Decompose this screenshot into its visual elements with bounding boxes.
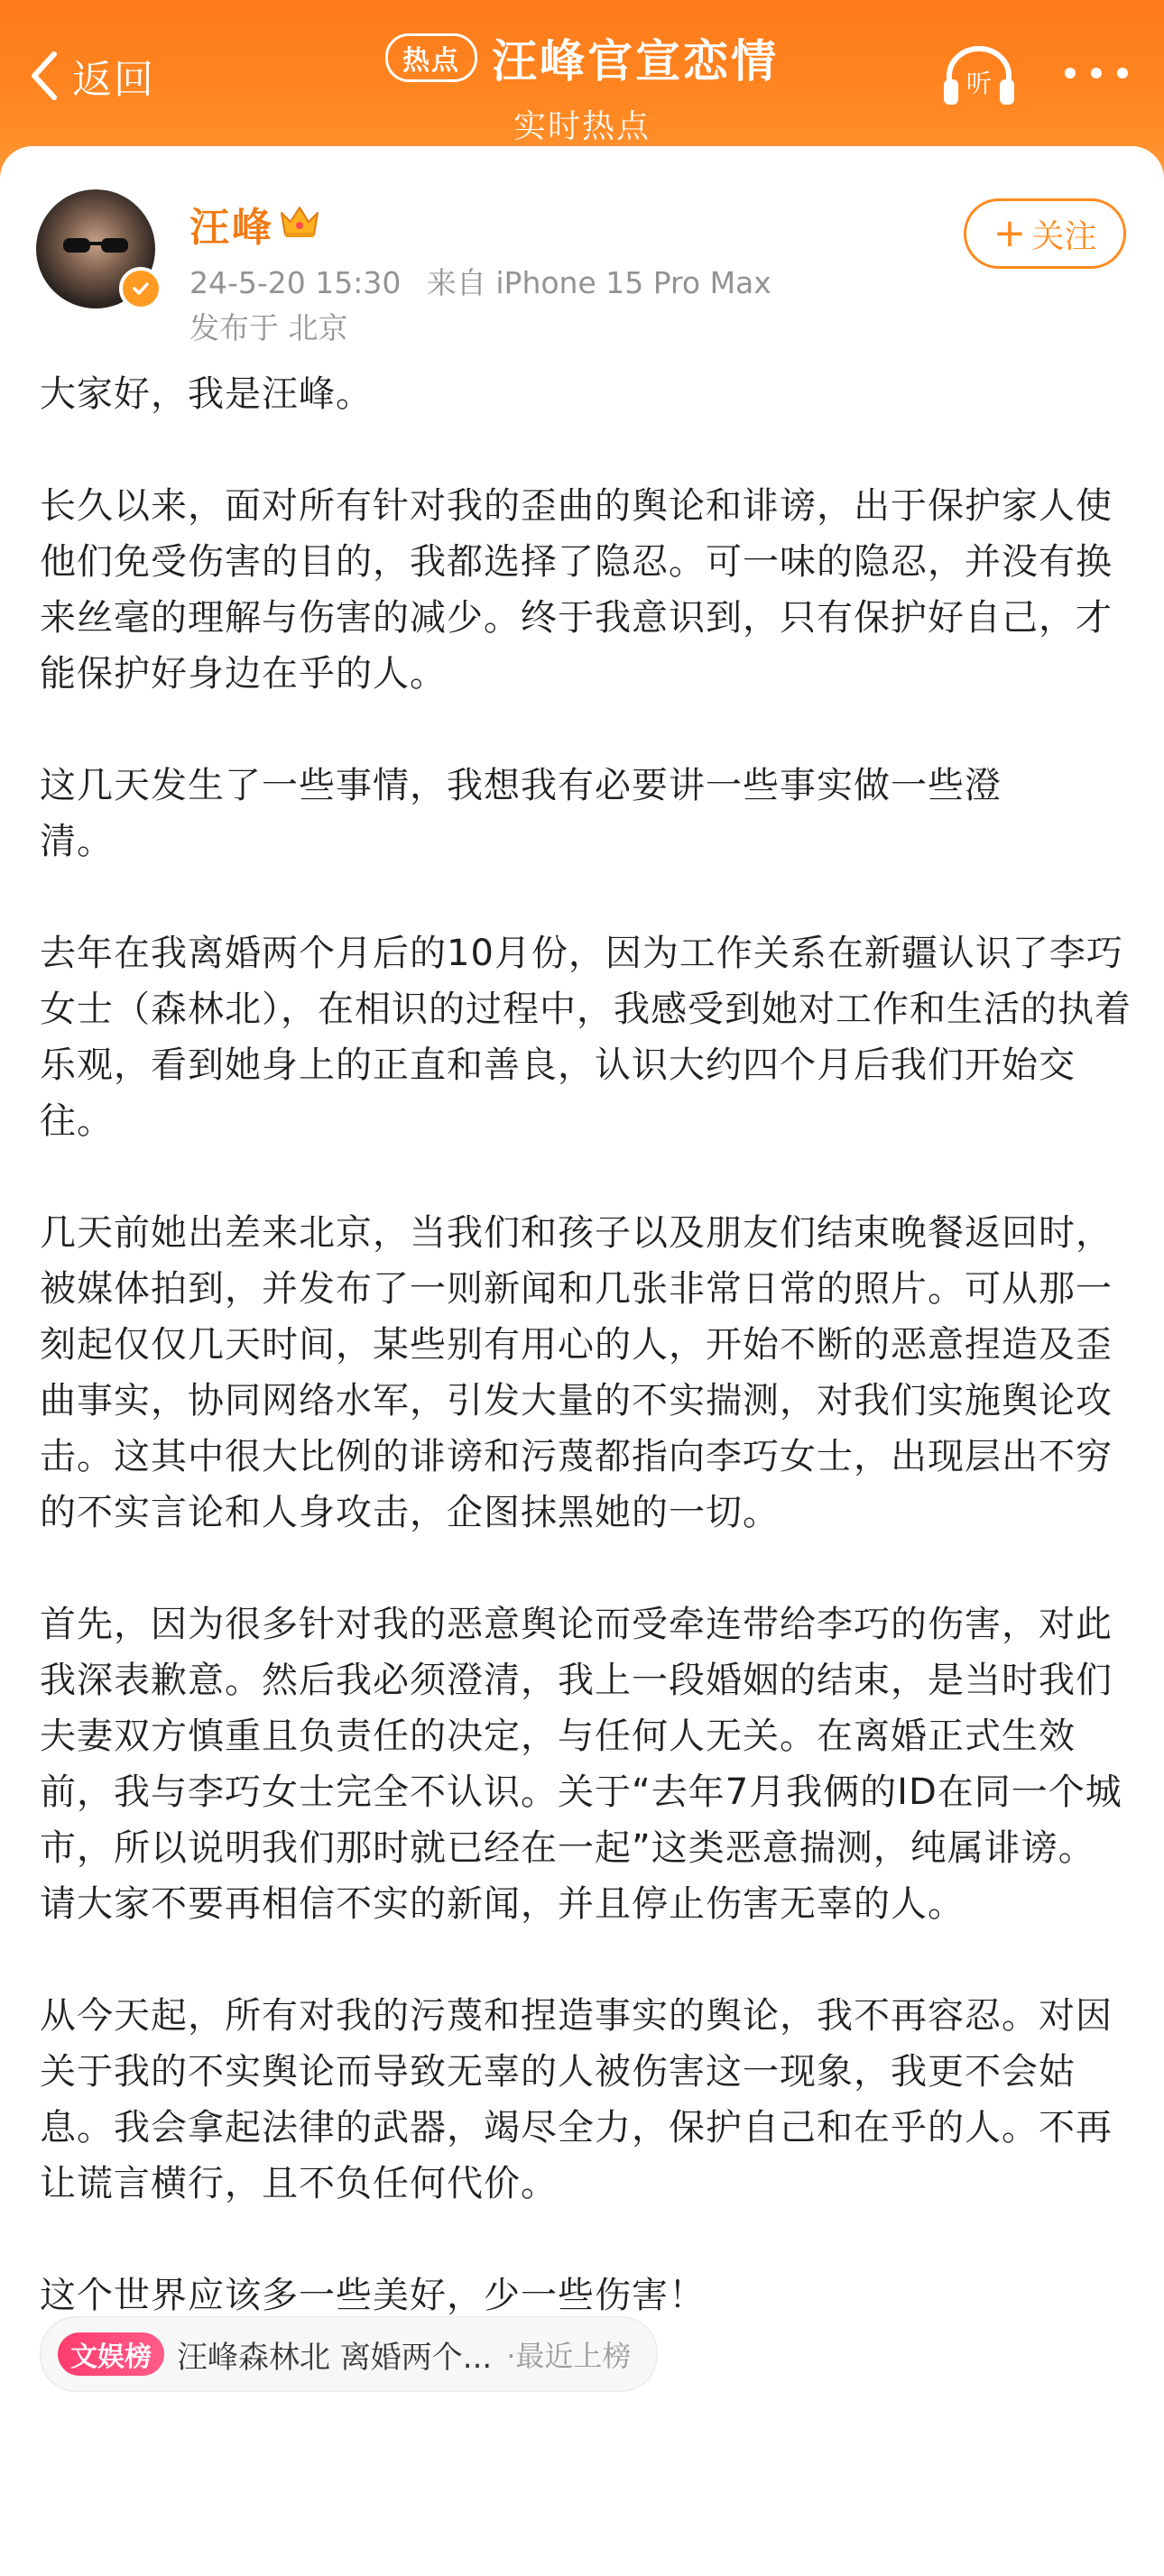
- more-button[interactable]: [1065, 60, 1128, 87]
- more-icon-dot: [1117, 68, 1128, 78]
- page-subtitle: 实时热点: [513, 108, 651, 145]
- verified-icon: [119, 267, 162, 310]
- post-paragraph: 这个世界应该多一些美好，少一些伤害！: [40, 2275, 706, 2316]
- hotlist-suffix: ·最近上榜: [506, 2339, 632, 2373]
- hotlist-chip[interactable]: [40, 2316, 658, 2392]
- post-card: [0, 146, 1164, 2576]
- follow-label: 关注: [1031, 217, 1097, 255]
- author-name[interactable]: 汪峰: [189, 205, 274, 251]
- back-label: 返回: [72, 57, 155, 103]
- listen-button[interactable]: [938, 40, 1020, 112]
- follow-button[interactable]: [964, 198, 1126, 269]
- post-paragraph: 大家好，我是汪峰。: [40, 373, 373, 415]
- more-icon-dot: [1091, 68, 1102, 78]
- page-title: 汪峰官宣恋情: [492, 35, 779, 87]
- post-location: 发布于 北京: [189, 310, 348, 345]
- post-body: [40, 366, 1132, 2379]
- post-paragraph: 长久以来，面对所有针对我的歪曲的舆论和诽谤，出于保护家人使他们免受伤害的目的，我都选择了隐忍。可一味的隐忍，并没有换来丝毫的理解与伤害的减少。终于我意识到，只有保护好自己，才能保护好身边在乎的人。: [40, 485, 1113, 695]
- post-meta: [189, 260, 771, 302]
- post-paragraph: 去年在我离婚两个月后的10月份，因为工作关系在新疆认识了李巧女士（森林北），在相识的过程中，我感受到她对工作和生活的执着乐观，看到她身上的正直和善良，认识大约四个月后我们开始交往。: [40, 933, 1132, 1142]
- hot-badge: 热点: [385, 33, 477, 82]
- post-time: 24-5-20 15:30: [189, 265, 402, 300]
- post-paragraph: 首先，因为很多针对我的恶意舆论而受牵连带给李巧的伤害，对此我深表歉意。然后我必须澄清，我上一段婚姻的结束，是当时我们夫妻双方慎重且负责任的决定，与任何人无关。在离婚正式生效前，我与李巧女士完全不认识。关于“去年7月我俩的ID在同一个城市，所以说明我们那时就已经在一起”这类恶意揣测，纯属诽谤。请大家不要再相信不实的新闻，并且停止伤害无辜的人。: [40, 1604, 1122, 1925]
- headphones-icon: [938, 40, 1020, 112]
- sunglasses-shape: [63, 236, 128, 254]
- post-source: 来自 iPhone 15 Pro Max: [426, 265, 771, 300]
- post-paragraph: 几天前她出差来北京，当我们和孩子以及朋友们结束晚餐返回时，被媒体拍到，并发布了一则新闻和几张非常日常的照片。可从那一刻起仅仅几天时间，某些别有用心的人，开始不断的恶意捏造及歪曲事实，协同网络水军，引发大量的不实揣测，对我们实施舆论攻击。这其中很大比例的诽谤和污蔑都指向李巧女士，出现层出不穷的不实言论和人身攻击，企图抹黑她的一切。: [40, 1212, 1113, 1533]
- more-icon: [1065, 68, 1076, 78]
- crown-icon: [278, 202, 321, 240]
- hotlist-title: 汪峰森林北 离婚两个...: [177, 2339, 493, 2376]
- post-paragraph: 这几天发生了一些事情，我想我有必要讲一些事实做一些澄 清。: [40, 765, 1002, 862]
- post-paragraph: 从今天起，所有对我的污蔑和捏造事实的舆论，我不再容忍。对因关于我的不实舆论而导致无辜的人被伤害这一现象，我更不会姑息。我会拿起法律的武器，竭尽全力，保护自己和在乎的人。不再让谎言横行，且不负任何代价。: [40, 1995, 1113, 2204]
- listen-label: 听: [965, 69, 993, 98]
- hotlist-tag: 文娱榜: [58, 2332, 164, 2376]
- plus-icon: +: [993, 210, 1027, 256]
